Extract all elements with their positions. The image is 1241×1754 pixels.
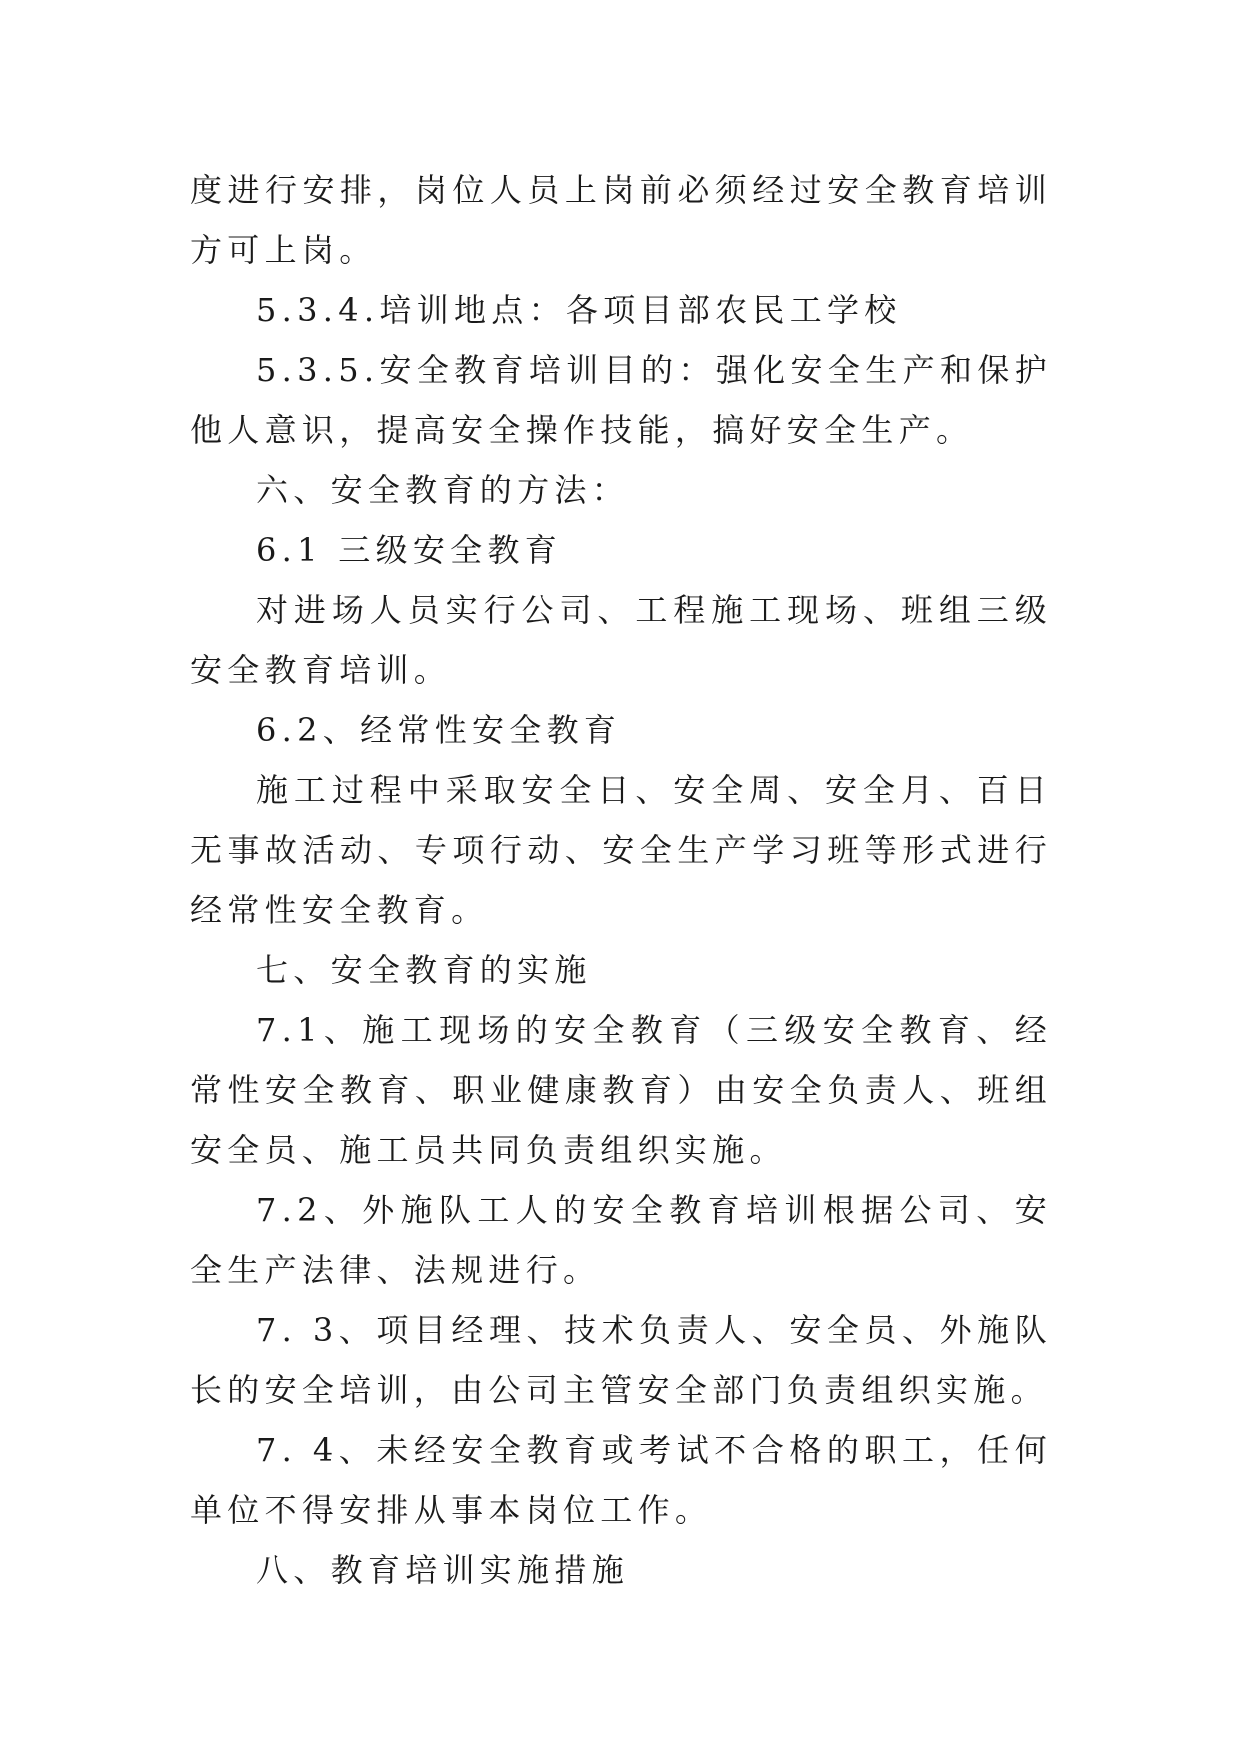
- paragraph-7-2: 7.2、外施队工人的安全教育培训根据公司、安全生产法律、法规进行。: [190, 1191, 1052, 1289]
- subheading-three-level-education: 6.1 三级安全教育: [256, 531, 563, 569]
- paragraph-continuation: 度进行安排，岗位人员上岗前必须经过安全教育培训方可上岗。: [190, 171, 1052, 269]
- paragraph-three-level-education: 对进场人员实行公司、工程施工现场、班组三级安全教育培训。: [190, 591, 1052, 689]
- section-heading-methods: 六、安全教育的方法：: [256, 471, 630, 509]
- paragraph-regular-education: 施工过程中采取安全日、安全周、安全月、百日无事故活动、专项行动、安全生产学习班等形式进行经常性安全教育。: [190, 771, 1052, 929]
- paragraph-7-3: 7. 3、项目经理、技术负责人、安全员、外施队长的安全培训，由公司主管安全部门负责组织实施。: [190, 1311, 1052, 1409]
- paragraph-training-location: 5.3.4.培训地点：各项目部农民工学校: [256, 291, 902, 329]
- section-heading-measures: 八、教育培训实施措施: [256, 1551, 630, 1589]
- paragraph-7-4: 7. 4、未经安全教育或考试不合格的职工，任何单位不得安排从事本岗位工作。: [190, 1431, 1052, 1529]
- document-body: [190, 160, 1052, 1600]
- paragraph-training-purpose: 5.3.5.安全教育培训目的：强化安全生产和保护他人意识，提高安全操作技能，搞好安全生产。: [190, 351, 1052, 449]
- paragraph-7-1: 7.1、施工现场的安全教育（三级安全教育、经常性安全教育、职业健康教育）由安全负责人、班组安全员、施工员共同负责组织实施。: [190, 1011, 1052, 1169]
- subheading-regular-education: 6.2、经常性安全教育: [256, 711, 622, 749]
- section-heading-implementation: 七、安全教育的实施: [256, 951, 592, 989]
